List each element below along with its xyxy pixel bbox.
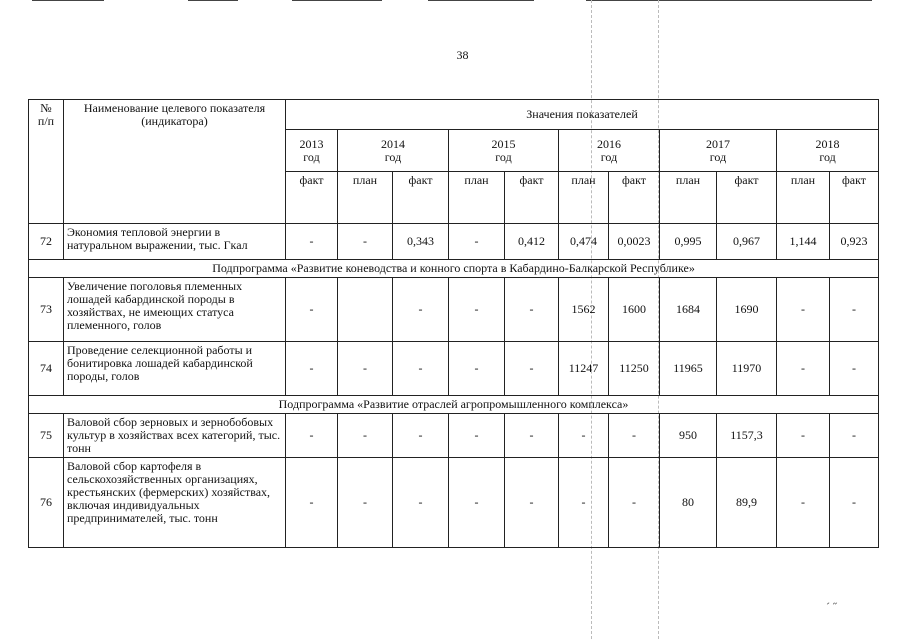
row-number: 75 xyxy=(29,414,64,458)
indicator-name: Экономия тепловой энергии в натуральном выражении, тыс. Гкал xyxy=(64,224,286,260)
indicator-value: - xyxy=(338,458,393,548)
indicator-value: 1157,3 xyxy=(717,414,777,458)
fact-subheader: факт xyxy=(286,172,338,224)
fact-subheader: факт xyxy=(609,172,660,224)
page-number: 38 xyxy=(456,48,469,62)
indicator-value: - xyxy=(777,342,830,396)
indicator-value: - xyxy=(286,278,338,342)
indicator-value: - xyxy=(449,224,505,260)
values-header: Значения показателей xyxy=(286,100,879,130)
top-rule-5 xyxy=(586,0,872,1)
row-number: 74 xyxy=(29,342,64,396)
indicator-value: - xyxy=(559,458,609,548)
indicator-value: - xyxy=(286,458,338,548)
table-body xyxy=(29,224,879,548)
indicator-value: 0,474 xyxy=(559,224,609,260)
indicator-value: - xyxy=(338,342,393,396)
plan-subheader: план xyxy=(559,172,609,224)
indicator-value: - xyxy=(830,414,879,458)
indicator-value: 11247 xyxy=(559,342,609,396)
plan-subheader: план xyxy=(777,172,830,224)
year-header: 2016 год xyxy=(559,130,660,172)
indicator-value: - xyxy=(338,414,393,458)
indicator-value: - xyxy=(830,458,879,548)
row-number: 72 xyxy=(29,224,64,260)
indicator-value: - xyxy=(286,414,338,458)
indicator-value: 0,995 xyxy=(660,224,717,260)
top-rule-4 xyxy=(428,0,534,1)
indicator-value: 0,967 xyxy=(717,224,777,260)
top-rule-2 xyxy=(188,0,238,1)
indicator-value: - xyxy=(449,458,505,548)
indicator-value: - xyxy=(559,414,609,458)
indicator-value: 1600 xyxy=(609,278,660,342)
indicator-value: 0,412 xyxy=(505,224,559,260)
year-header: 2017 год xyxy=(660,130,777,172)
row-number: 76 xyxy=(29,458,64,548)
indicator-value: 11970 xyxy=(717,342,777,396)
subprogram-row xyxy=(29,396,879,414)
subprogram-title: Подпрограмма «Развитие коневодства и конного спорта в Кабардино-Балкарской Республике» xyxy=(29,260,879,278)
indicator-value: 89,9 xyxy=(717,458,777,548)
fact-subheader: факт xyxy=(393,172,449,224)
year-header: 2018 год xyxy=(777,130,879,172)
fact-subheader: факт xyxy=(717,172,777,224)
col-name-header: Наименование целевого показателя (индикатора) xyxy=(64,100,286,224)
indicator-name: Проведение селекционной работы и бонитировка лошадей кабардинской породы, голов xyxy=(64,342,286,396)
indicator-value: 1684 xyxy=(660,278,717,342)
indicator-value xyxy=(338,278,393,342)
plan-subheader: план xyxy=(338,172,393,224)
indicator-value: - xyxy=(449,278,505,342)
indicator-value: - xyxy=(777,278,830,342)
indicator-value: - xyxy=(393,278,449,342)
table-header xyxy=(29,100,879,224)
indicator-value: 1,144 xyxy=(777,224,830,260)
table-row xyxy=(29,414,879,458)
indicator-value: 1562 xyxy=(559,278,609,342)
row-number: 73 xyxy=(29,278,64,342)
indicator-value: - xyxy=(449,342,505,396)
indicators-table xyxy=(28,99,879,548)
table-row xyxy=(29,342,879,396)
indicator-value: - xyxy=(393,342,449,396)
year-header: 2014 год xyxy=(338,130,449,172)
plan-subheader: план xyxy=(449,172,505,224)
indicator-value: 80 xyxy=(660,458,717,548)
indicator-value: 1690 xyxy=(717,278,777,342)
indicator-value: - xyxy=(830,278,879,342)
table-row xyxy=(29,458,879,548)
top-rule-3 xyxy=(292,0,382,1)
indicator-value: - xyxy=(777,414,830,458)
indicator-value: - xyxy=(609,458,660,548)
year-header: 2015 год xyxy=(449,130,559,172)
indicator-name: Валовой сбор зерновых и зернобобовых культур в хозяйствах всех категорий, тыс. тонн xyxy=(64,414,286,458)
year-header: 2013 год xyxy=(286,130,338,172)
indicator-name: Валовой сбор картофеля в сельскохозяйственных организациях, крестьянских (фермерских) хозяйствах, включая индивидуальных предпринимателей, тыс. тонн xyxy=(64,458,286,548)
table-row xyxy=(29,278,879,342)
corner-marks: ´ ˝ xyxy=(826,600,837,614)
indicator-value: - xyxy=(338,224,393,260)
indicator-value: 950 xyxy=(660,414,717,458)
indicator-value: 0,0023 xyxy=(609,224,660,260)
indicator-value: - xyxy=(393,414,449,458)
indicator-value: - xyxy=(449,414,505,458)
indicator-value: - xyxy=(777,458,830,548)
indicator-value: - xyxy=(830,342,879,396)
plan-subheader: план xyxy=(660,172,717,224)
fact-subheader: факт xyxy=(505,172,559,224)
indicator-value: - xyxy=(505,278,559,342)
subprogram-row xyxy=(29,260,879,278)
indicator-value: - xyxy=(609,414,660,458)
indicator-value: 0,343 xyxy=(393,224,449,260)
indicator-value: 11965 xyxy=(660,342,717,396)
indicator-value: - xyxy=(286,224,338,260)
indicator-value: - xyxy=(505,414,559,458)
indicator-value: 11250 xyxy=(609,342,660,396)
top-rule-1 xyxy=(32,0,104,1)
indicator-value: - xyxy=(286,342,338,396)
indicator-value: - xyxy=(505,342,559,396)
indicator-value: - xyxy=(505,458,559,548)
col-num-header: № п/п xyxy=(29,100,64,224)
indicator-value: - xyxy=(393,458,449,548)
indicator-value: 0,923 xyxy=(830,224,879,260)
table-row xyxy=(29,224,879,260)
indicator-name: Увеличение поголовья племенных лошадей кабардинской породы в хозяйствах, не имеющих статуса племенного, голов xyxy=(64,278,286,342)
fact-subheader: факт xyxy=(830,172,879,224)
subprogram-title: Подпрограмма «Развитие отраслей агропромышленного комплекса» xyxy=(29,396,879,414)
